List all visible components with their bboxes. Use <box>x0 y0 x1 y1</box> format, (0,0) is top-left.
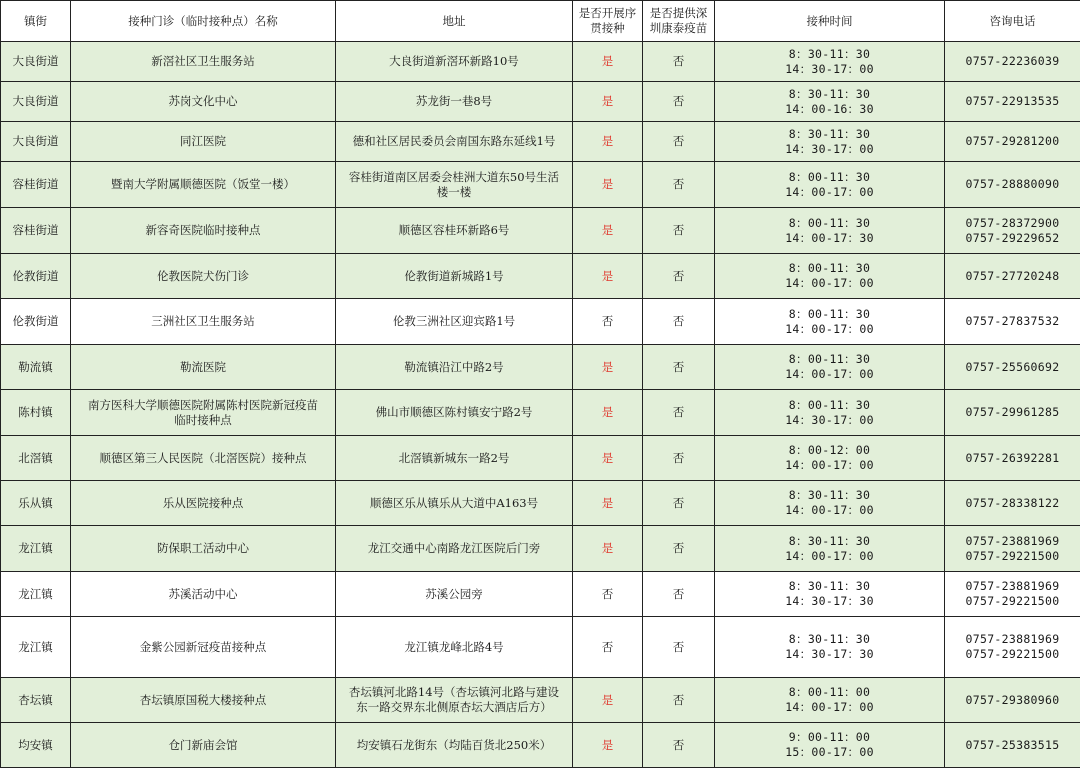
cell-site-name-line: 伦教医院犬伤门诊 <box>157 268 249 283</box>
cell-town: 勒流镇 <box>1 345 71 390</box>
cell-site-name <box>71 617 336 678</box>
cell-sequential: 是 <box>573 162 643 208</box>
cell-site-name-line: 勒流医院 <box>180 359 226 374</box>
cell-phone <box>945 572 1080 617</box>
cell-phone-line: 0757-29221500 <box>965 548 1060 563</box>
cell-address <box>336 678 573 723</box>
cell-phone-line: 0757-29281200 <box>965 134 1060 148</box>
cell-address <box>336 617 573 678</box>
cell-town: 乐从镇 <box>1 481 71 526</box>
table-row <box>1 208 1080 254</box>
cell-site-name-line: 临时接种点 <box>174 412 232 427</box>
cell-hours-line: 8：30-11：30 <box>788 46 871 61</box>
cell-address-line: 苏溪公园旁 <box>425 586 483 601</box>
cell-site-name <box>71 254 336 299</box>
cell-hours <box>715 162 945 208</box>
cell-town: 龙江镇 <box>1 526 71 572</box>
cell-town: 大良街道 <box>1 42 71 82</box>
cell-phone <box>945 42 1080 82</box>
cell-phone <box>945 617 1080 678</box>
cell-site-name <box>71 42 336 82</box>
cell-hours <box>715 526 945 572</box>
cell-hours <box>715 436 945 481</box>
cell-kangtai: 否 <box>643 82 715 122</box>
header-site: 接种门诊（临时接种点）名称 <box>71 1 336 42</box>
cell-site-name-line: 三洲社区卫生服务站 <box>151 314 255 328</box>
cell-site-name <box>71 208 336 254</box>
cell-phone <box>945 481 1080 526</box>
cell-site-name-line: 南方医科大学顺德医院附属陈村医院新冠疫苗 <box>88 397 318 412</box>
table-row <box>1 162 1080 208</box>
cell-address-line: 德和社区居民委员会南国东路东延线1号 <box>352 134 556 148</box>
cell-hours-line: 14：00-16：30 <box>785 101 874 116</box>
header-sequential: 是否开展序贯接种 <box>573 1 643 42</box>
table-row <box>1 481 1080 526</box>
cell-kangtai: 否 <box>643 572 715 617</box>
cell-address <box>336 390 573 436</box>
cell-hours-line: 14：00-17：00 <box>785 367 874 381</box>
cell-phone-line: 0757-26392281 <box>965 450 1060 465</box>
table-row <box>1 526 1080 572</box>
cell-hours <box>715 42 945 82</box>
cell-address-line: 顺德区乐从镇乐从大道中A163号 <box>369 495 539 510</box>
cell-hours-line: 8：30-11：30 <box>788 126 871 141</box>
table-row <box>1 723 1080 768</box>
table-row <box>1 345 1080 390</box>
cell-hours-line: 14：00-17：00 <box>785 548 874 563</box>
cell-town: 伦教街道 <box>1 299 71 345</box>
cell-hours-line: 14：00-17：00 <box>785 276 874 290</box>
cell-phone-line: 0757-23881969 <box>965 632 1060 646</box>
cell-site-name <box>71 526 336 572</box>
cell-site-name-line: 新滘社区卫生服务站 <box>151 54 255 68</box>
cell-hours-line: 8：00-11：30 <box>788 215 871 230</box>
cell-phone-line: 0757-23881969 <box>965 533 1060 548</box>
cell-hours-line: 8：00-12：00 <box>788 443 871 457</box>
cell-hours-line: 14：00-17：00 <box>785 321 874 336</box>
cell-site-name-line: 顺德区第三人民医院（北滘医院）接种点 <box>99 450 307 465</box>
cell-site-name-line: 杏坛镇原国税大楼接种点 <box>139 692 267 707</box>
cell-phone <box>945 526 1080 572</box>
cell-address <box>336 345 573 390</box>
header-row <box>1 1 1080 42</box>
table-row <box>1 617 1080 678</box>
cell-phone-line: 0757-22913535 <box>965 94 1060 108</box>
cell-phone <box>945 162 1080 208</box>
cell-address <box>336 436 573 481</box>
cell-site-name-line: 防保职工活动中心 <box>157 541 249 555</box>
cell-town: 龙江镇 <box>1 572 71 617</box>
cell-site-name <box>71 122 336 162</box>
cell-phone-line: 0757-29221500 <box>965 594 1060 608</box>
cell-hours-line: 8：30-11：30 <box>788 632 871 646</box>
cell-phone-line: 0757-27720248 <box>965 268 1060 283</box>
cell-hours-line: 14：00-17：30 <box>785 230 874 245</box>
cell-phone <box>945 723 1080 768</box>
cell-town: 龙江镇 <box>1 617 71 678</box>
cell-site-name-line: 暨南大学附属顺德医院（饭堂一楼） <box>111 177 295 191</box>
cell-hours-line: 8：00-11：30 <box>788 306 871 321</box>
cell-address <box>336 254 573 299</box>
cell-address-line: 伦教街道新城路1号 <box>404 268 504 283</box>
cell-town: 陈村镇 <box>1 390 71 436</box>
cell-sequential: 是 <box>573 345 643 390</box>
cell-town: 杏坛镇 <box>1 678 71 723</box>
table-row <box>1 82 1080 122</box>
cell-hours-line: 8：30-11：30 <box>788 488 871 502</box>
cell-hours-line: 14：30-17：00 <box>785 412 874 427</box>
cell-sequential: 是 <box>573 254 643 299</box>
header-hours: 接种时间 <box>715 1 945 42</box>
cell-hours <box>715 345 945 390</box>
cell-town: 容桂街道 <box>1 162 71 208</box>
cell-phone-line: 0757-28880090 <box>965 177 1060 191</box>
cell-address <box>336 572 573 617</box>
cell-address <box>336 481 573 526</box>
cell-kangtai: 否 <box>643 208 715 254</box>
cell-sequential: 是 <box>573 436 643 481</box>
cell-phone-line: 0757-29961285 <box>965 405 1060 419</box>
cell-site-name-line: 苏岗文化中心 <box>168 94 238 108</box>
table-row <box>1 42 1080 82</box>
cell-phone <box>945 436 1080 481</box>
cell-hours <box>715 299 945 345</box>
cell-town: 大良街道 <box>1 122 71 162</box>
cell-site-name-line: 同江医院 <box>180 134 226 148</box>
cell-address <box>336 723 573 768</box>
cell-town: 容桂街道 <box>1 208 71 254</box>
cell-site-name-line: 仓门新庙会馆 <box>168 737 238 752</box>
cell-address <box>336 82 573 122</box>
cell-phone <box>945 254 1080 299</box>
cell-kangtai: 否 <box>643 162 715 208</box>
cell-sequential: 是 <box>573 42 643 82</box>
cell-address-line: 杏坛镇河北路14号（杏坛镇河北路与建设 <box>348 685 560 699</box>
cell-sequential: 是 <box>573 526 643 572</box>
cell-address <box>336 208 573 254</box>
cell-hours-line: 14：30-17：00 <box>785 141 874 156</box>
cell-address-line: 均安镇石龙街东（均陆百货北250米） <box>356 737 552 752</box>
cell-address-line: 容桂街道南区居委会桂洲大道东50号生活 <box>348 169 560 184</box>
cell-kangtai: 否 <box>643 122 715 162</box>
cell-site-name-line: 新容奇医院临时接种点 <box>145 223 261 237</box>
cell-phone <box>945 82 1080 122</box>
table-row <box>1 254 1080 299</box>
cell-phone <box>945 390 1080 436</box>
cell-sequential: 是 <box>573 390 643 436</box>
cell-address-line: 龙江镇龙峰北路4号 <box>404 639 504 654</box>
header-town: 镇街 <box>1 1 71 42</box>
table-row <box>1 678 1080 723</box>
cell-site-name <box>71 390 336 436</box>
table-body <box>1 42 1080 768</box>
cell-sequential: 否 <box>573 572 643 617</box>
cell-hours-line: 14：30-17：00 <box>785 61 874 76</box>
cell-hours <box>715 82 945 122</box>
cell-site-name <box>71 678 336 723</box>
cell-kangtai: 否 <box>643 526 715 572</box>
cell-phone <box>945 122 1080 162</box>
cell-hours-line: 8：00-11：00 <box>788 685 871 699</box>
cell-site-name-line: 乐从医院接种点 <box>162 495 244 510</box>
cell-hours <box>715 481 945 526</box>
cell-address-line: 楼一楼 <box>436 184 472 199</box>
cell-sequential: 是 <box>573 208 643 254</box>
cell-site-name-line: 金紫公园新冠疫苗接种点 <box>139 639 267 654</box>
header-address: 地址 <box>336 1 573 42</box>
cell-hours <box>715 678 945 723</box>
cell-phone-line: 0757-22236039 <box>965 54 1060 68</box>
cell-kangtai: 否 <box>643 481 715 526</box>
cell-address-line: 东一路交界东北侧原杏坛大酒店后方） <box>356 700 552 714</box>
cell-address-line: 顺德区容桂环新路6号 <box>398 223 510 237</box>
cell-sequential: 否 <box>573 299 643 345</box>
cell-hours-line: 14：00-17：00 <box>785 458 874 472</box>
cell-phone-line: 0757-25383515 <box>965 737 1060 752</box>
cell-site-name-line: 苏溪活动中心 <box>168 586 238 601</box>
cell-phone-line: 0757-27837532 <box>965 314 1060 328</box>
cell-hours-line: 14：00-17：00 <box>785 503 874 517</box>
cell-hours-line: 8：00-11：30 <box>788 397 871 412</box>
cell-phone-line: 0757-23881969 <box>965 579 1060 593</box>
cell-hours-line: 9：00-11：00 <box>788 730 871 744</box>
cell-address <box>336 162 573 208</box>
cell-phone-line: 0757-25560692 <box>965 359 1060 374</box>
cell-hours <box>715 254 945 299</box>
cell-address-line: 龙江交通中心南路龙江医院后门旁 <box>367 541 541 555</box>
cell-hours <box>715 208 945 254</box>
cell-phone-line: 0757-29229652 <box>965 230 1060 245</box>
cell-address-line: 大良街道新滘环新路10号 <box>389 54 519 68</box>
cell-address-line: 北滘镇新城东一路2号 <box>398 450 510 465</box>
cell-hours-line: 14：00-17：00 <box>785 700 874 714</box>
table-row <box>1 572 1080 617</box>
cell-kangtai: 否 <box>643 42 715 82</box>
cell-kangtai: 否 <box>643 299 715 345</box>
cell-sequential: 是 <box>573 678 643 723</box>
cell-site-name <box>71 572 336 617</box>
cell-site-name <box>71 162 336 208</box>
cell-address-line: 伦教三洲社区迎宾路1号 <box>392 314 516 328</box>
cell-kangtai: 否 <box>643 390 715 436</box>
cell-phone <box>945 208 1080 254</box>
cell-address-line: 佛山市顺德区陈村镇安宁路2号 <box>375 405 533 419</box>
cell-hours <box>715 572 945 617</box>
cell-sequential: 否 <box>573 617 643 678</box>
cell-site-name <box>71 82 336 122</box>
cell-site-name <box>71 345 336 390</box>
cell-address <box>336 299 573 345</box>
cell-phone-line: 0757-28338122 <box>965 495 1060 510</box>
cell-address <box>336 42 573 82</box>
cell-hours-line: 8：00-11：30 <box>788 169 871 184</box>
cell-kangtai: 否 <box>643 436 715 481</box>
cell-hours-line: 8：30-11：30 <box>788 86 871 101</box>
table-row <box>1 390 1080 436</box>
cell-hours <box>715 617 945 678</box>
cell-site-name <box>71 723 336 768</box>
cell-address <box>336 526 573 572</box>
cell-kangtai: 否 <box>643 678 715 723</box>
header-phone: 咨询电话 <box>945 1 1080 42</box>
cell-site-name <box>71 299 336 345</box>
cell-town: 伦教街道 <box>1 254 71 299</box>
cell-site-name <box>71 481 336 526</box>
cell-hours <box>715 723 945 768</box>
cell-address-line: 勒流镇沿江中路2号 <box>404 359 504 374</box>
cell-address-line: 苏龙街一巷8号 <box>415 94 493 108</box>
cell-town: 均安镇 <box>1 723 71 768</box>
cell-hours-line: 8：00-11：30 <box>788 261 871 275</box>
cell-phone-line: 0757-28372900 <box>965 215 1060 230</box>
table-row <box>1 436 1080 481</box>
cell-hours-line: 14：30-17：30 <box>785 594 874 608</box>
table-row <box>1 122 1080 162</box>
cell-kangtai: 否 <box>643 345 715 390</box>
cell-phone <box>945 678 1080 723</box>
cell-sequential: 是 <box>573 122 643 162</box>
cell-kangtai: 否 <box>643 723 715 768</box>
cell-sequential: 是 <box>573 723 643 768</box>
cell-town: 北滘镇 <box>1 436 71 481</box>
cell-phone-line: 0757-29380960 <box>965 692 1060 707</box>
cell-sequential: 是 <box>573 481 643 526</box>
cell-kangtai: 否 <box>643 617 715 678</box>
cell-hours <box>715 122 945 162</box>
cell-kangtai: 否 <box>643 254 715 299</box>
cell-address <box>336 122 573 162</box>
cell-hours-line: 8：30-11：30 <box>788 579 871 593</box>
cell-hours <box>715 390 945 436</box>
cell-phone <box>945 345 1080 390</box>
table-row <box>1 299 1080 345</box>
cell-sequential: 是 <box>573 82 643 122</box>
cell-town: 大良街道 <box>1 82 71 122</box>
cell-phone <box>945 299 1080 345</box>
cell-site-name <box>71 436 336 481</box>
cell-phone-line: 0757-29221500 <box>965 647 1060 661</box>
header-kangtai: 是否提供深圳康泰疫苗 <box>643 1 715 42</box>
cell-hours-line: 14：00-17：00 <box>785 184 874 199</box>
cell-hours-line: 14：30-17：30 <box>785 647 874 661</box>
cell-hours-line: 8：30-11：30 <box>788 533 871 548</box>
cell-hours-line: 15：00-17：00 <box>785 745 874 759</box>
cell-hours-line: 8：00-11：30 <box>788 352 871 366</box>
